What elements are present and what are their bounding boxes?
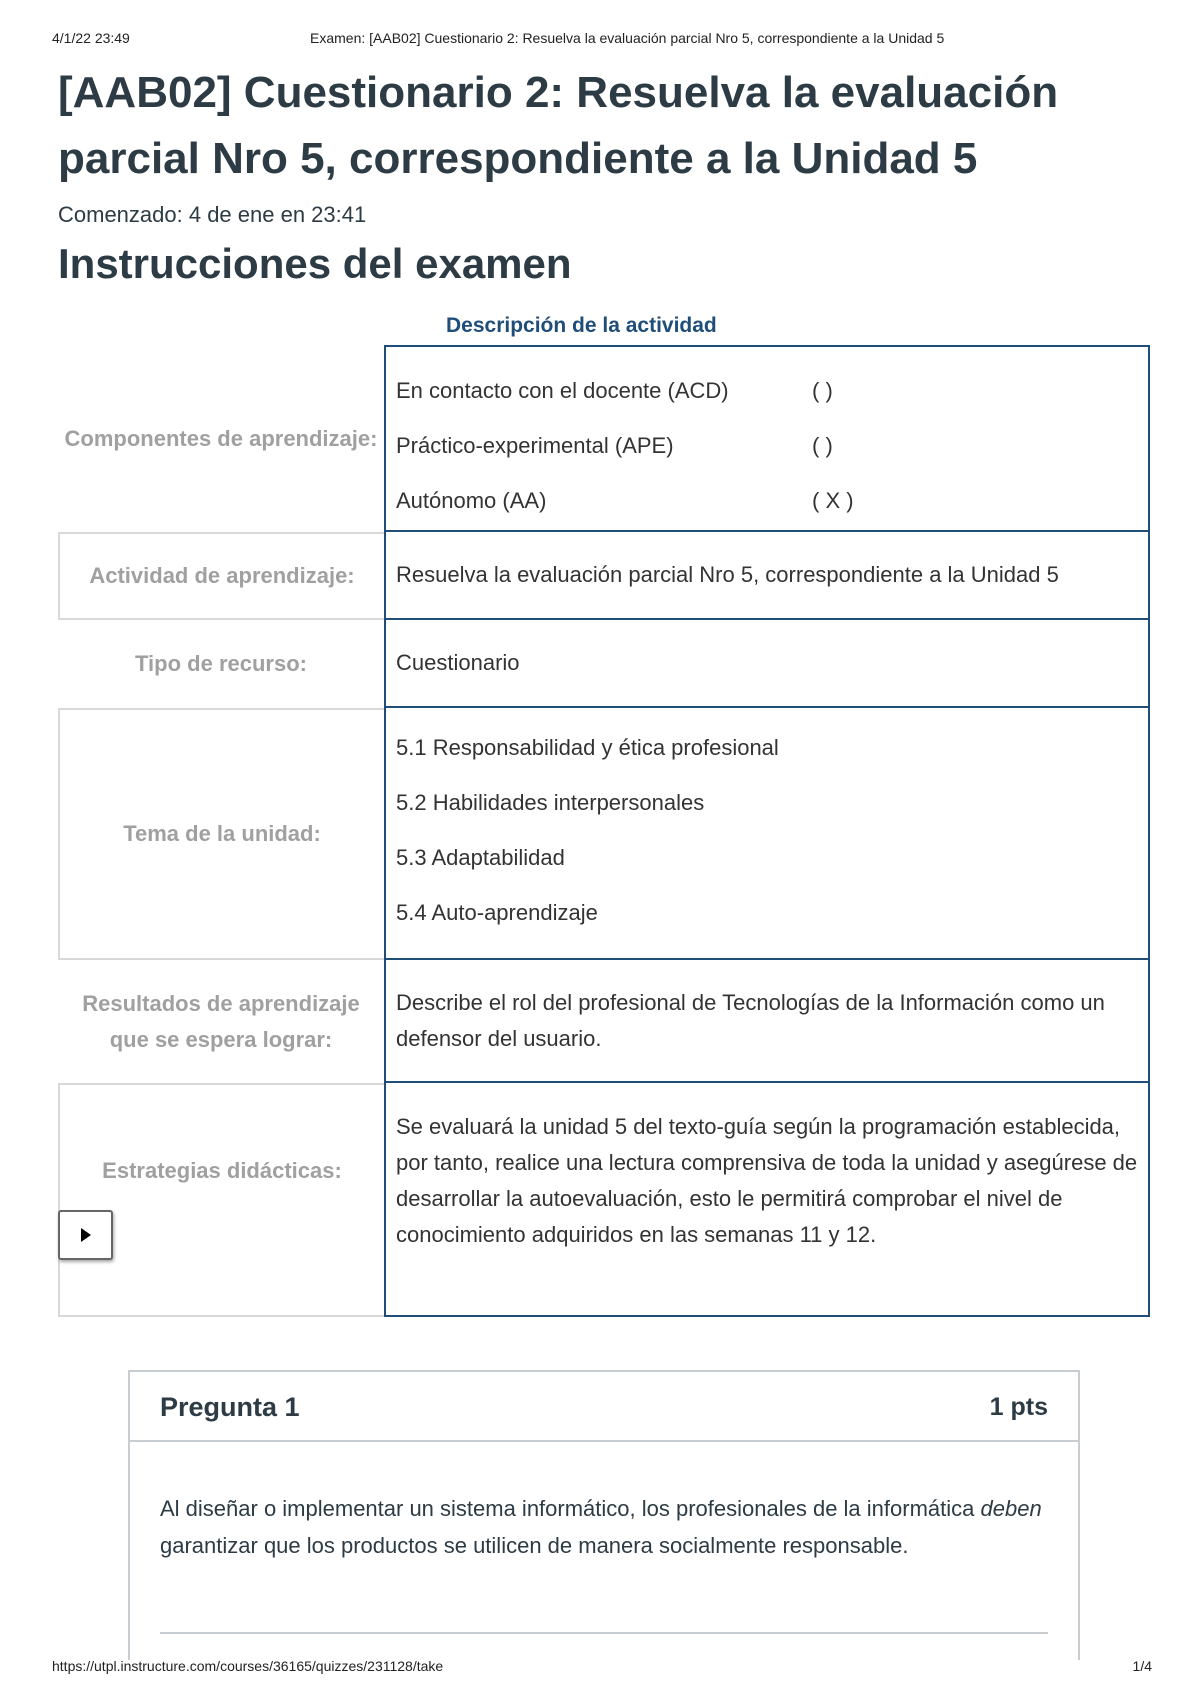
quiz-started-time: Comenzado: 4 de ene en 23:41 xyxy=(58,202,367,227)
question-points: 1 pts xyxy=(989,1393,1048,1421)
topic-label: Tema de la unidad: xyxy=(58,708,384,960)
question-text xyxy=(160,1490,1060,1564)
row-strategies xyxy=(58,1083,1150,1317)
row-activity xyxy=(58,532,1150,620)
row-topic xyxy=(58,708,1150,960)
question-text-emphasis: deben xyxy=(980,1496,1042,1521)
play-icon xyxy=(81,1228,91,1242)
instructions-heading: Instrucciones del examen xyxy=(58,240,572,287)
activity-value: Resuelva la evaluación parcial Nro 5, correspondiente a la Unidad 5 xyxy=(384,532,1150,620)
component-item xyxy=(396,373,1138,428)
row-results xyxy=(58,960,1150,1083)
results-label: Resultados de aprendizaje que se espera lograr: xyxy=(82,990,360,1052)
question-divider xyxy=(160,1632,1048,1634)
component-mark: ( X ) xyxy=(812,488,854,513)
topic-item: 5.4 Auto-aprendizaje xyxy=(396,900,598,925)
topic-item: 5.1 Responsabilidad y ética profesional xyxy=(396,735,779,760)
resource-label: Tipo de recurso: xyxy=(135,651,307,676)
topic-value xyxy=(384,708,1150,960)
question-header xyxy=(130,1372,1078,1442)
page-number: 1/4 xyxy=(1132,1658,1152,1674)
component-name: Práctico-experimental (APE) xyxy=(396,433,674,458)
question-card xyxy=(128,1370,1080,1660)
row-components xyxy=(58,345,1150,532)
component-name: Autónomo (AA) xyxy=(396,488,547,513)
topic-item: 5.3 Adaptabilidad xyxy=(396,845,565,870)
component-mark: ( ) xyxy=(812,433,833,458)
topic-item: 5.2 Habilidades interpersonales xyxy=(396,790,705,815)
play-button[interactable] xyxy=(58,1210,113,1260)
strategies-label: Estrategias didácticas: xyxy=(58,1083,384,1317)
question-name: Pregunta 1 xyxy=(160,1392,300,1422)
print-footer xyxy=(0,1658,1200,1678)
component-name: En contacto con el docente (ACD) xyxy=(396,378,729,403)
results-value: Describe el rol del profesional de Tecnologías de la Información como un defensor del usuario. xyxy=(384,960,1150,1083)
print-datetime: 4/1/22 23:49 xyxy=(52,30,130,46)
print-title: Examen: [AAB02] Cuestionario 2: Resuelva la evaluación parcial Nro 5, correspondiente a la Unidad 5 xyxy=(310,30,945,46)
component-mark: ( ) xyxy=(812,378,833,403)
question-text-part: garantizar que los productos se utilicen de manera socialmente responsable. xyxy=(160,1533,909,1558)
resource-value: Cuestionario xyxy=(384,620,1150,708)
row-resource xyxy=(58,620,1150,708)
activity-table-caption: Descripción de la actividad xyxy=(446,314,717,337)
component-item xyxy=(396,428,1138,483)
print-url: https://utpl.instructure.com/courses/36165/quizzes/231128/take xyxy=(52,1658,444,1674)
activity-label: Actividad de aprendizaje: xyxy=(58,532,384,620)
component-item xyxy=(396,483,1138,538)
components-value xyxy=(384,345,1150,532)
strategies-value: Se evaluará la unidad 5 del texto-guía según la programación establecida, por tanto, realice una lectura comprensiva de toda la unidad y asegúrese de desarrollar la autoevaluación, esto le permitirá comprobar el nivel de conocimiento adquiridos en las semanas 11 y 12. xyxy=(384,1083,1150,1317)
print-header xyxy=(0,30,1200,50)
question-text-part: Al diseñar o implementar un sistema informático, los profesionales de la informática xyxy=(160,1496,981,1521)
quiz-title: [AAB02] Cuestionario 2: Resuelva la evaluación parcial Nro 5, correspondiente a la Unidad 5 xyxy=(58,68,1059,183)
components-label: Componentes de aprendizaje: xyxy=(64,425,378,451)
